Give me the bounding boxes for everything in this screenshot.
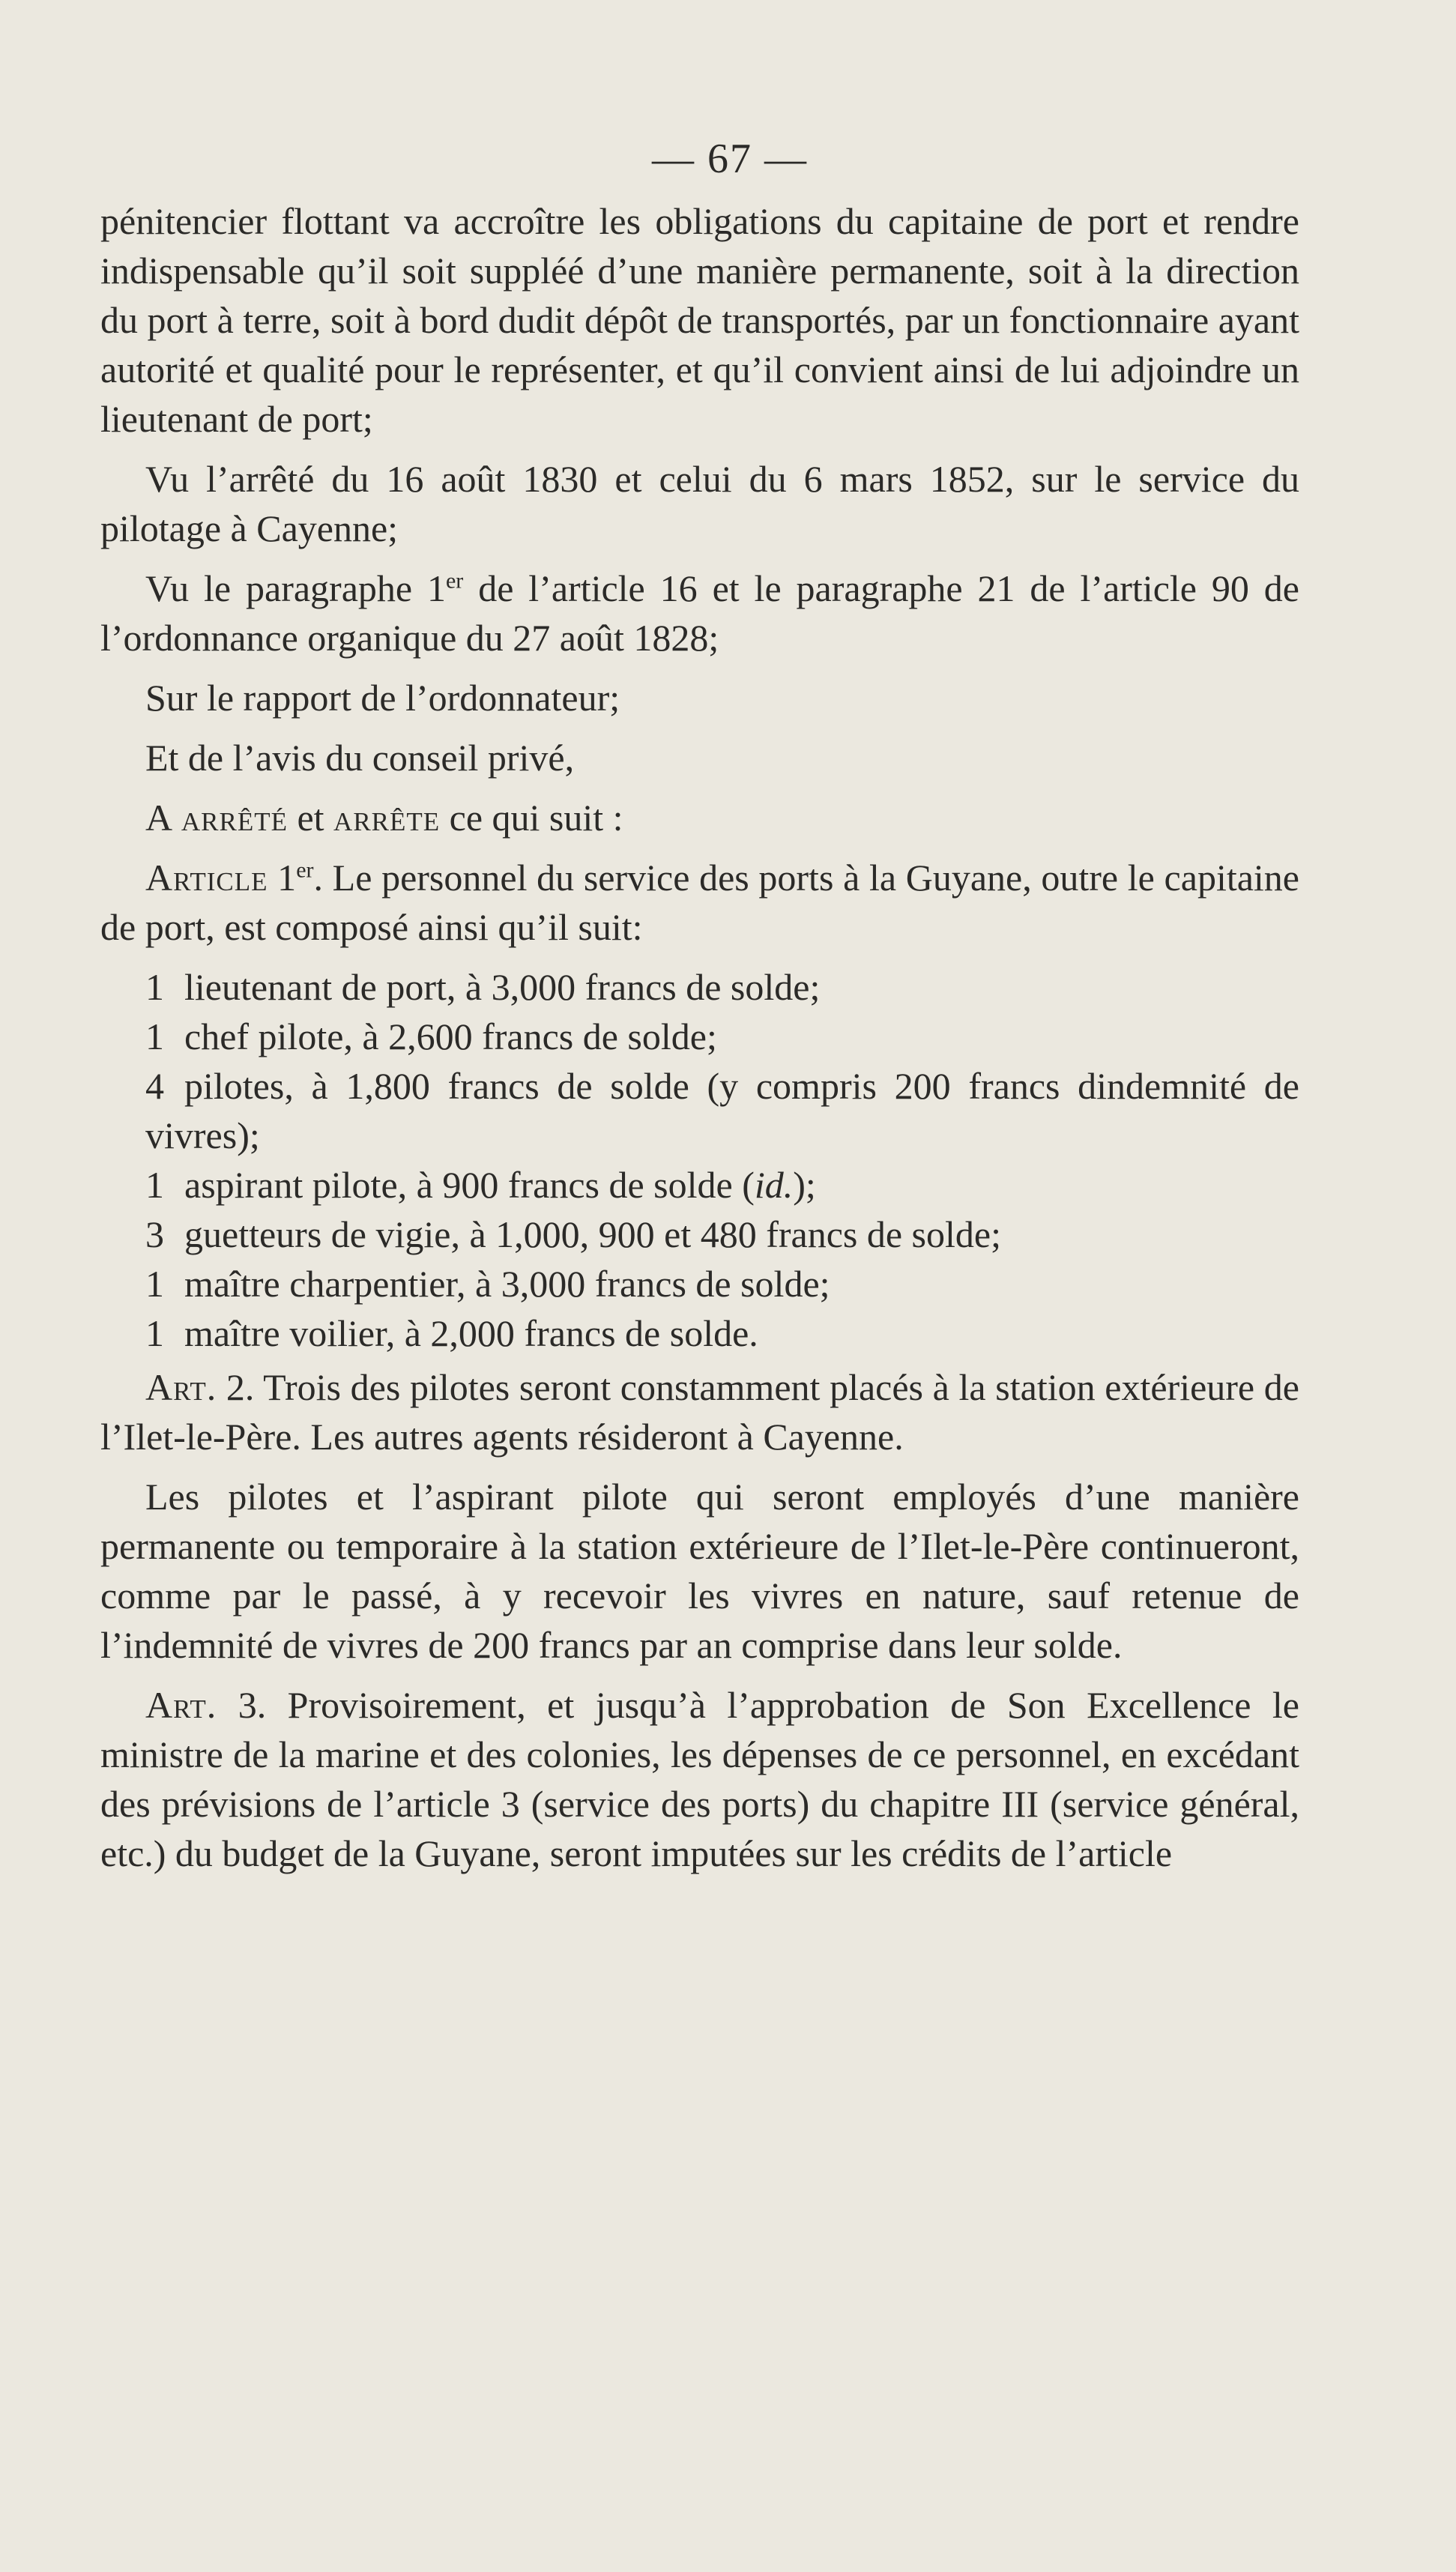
article-1-number: 1 [268,857,297,899]
paragraph-ordonnance [100,564,1299,662]
list-item-qty: 3 [145,1213,164,1255]
list-item-text: chef pilote, à 2,600 francs de solde; [184,1015,717,1057]
list-item [100,1160,1299,1210]
article-1-text: . Le personnel du service des ports à la Guyane, outre le capitaine de port, est composé ainsi qu’il suit: [100,857,1299,948]
ordonnance-text-b: de l’article 16 et le paragraphe 21 de l’article 90 de l’ordonnance organique du 27 août 1828; [100,567,1299,659]
article-3-text: 3. Provisoirement, et jusqu’à l’approbation de Son Excellence le ministre de la marine et des colonies, les dépenses de ce personnel, en excédant des prévisions de l’article 3 (service des ports) du chapitre III (service général, etc.) du budget de la Guyane, seront imputées sur les crédits de l’article [100,1684,1299,1874]
list-item-text: maître charpentier, à 3,000 francs de solde; [184,1263,830,1305]
article-1 [100,853,1299,952]
list-item [100,1308,1299,1358]
page-number: — 67 — [652,136,808,182]
paragraph-penitencier: pénitencier flottant va accroître les obligations du capitaine de port et rendre indispensable qu’il soit suppléé d’une manière permanente, soit à la direction du port à terre, soit à bord dudit dépôt de transportés, par un fonctionnaire ayant autorité et qualité pour le représenter, et qu’il convient ainsi de lui adjoindre un lieutenant de port; [100,200,1299,440]
arrete-small-caps-1: A arrêté [145,797,288,839]
list-item [100,962,1299,1012]
list-item-text: guetteurs de vigie, à 1,000, 900 et 480 francs de solde; [184,1213,1001,1255]
personnel-list [100,962,1299,1358]
article-2-text: 2. Trois des pilotes seront constamment placés à la station extérieure de l’Ilet-le-Père. Les autres agents résideront à Cayenne. [100,1366,1299,1458]
list-item-text: maître voilier, à 2,000 francs de solde. [184,1312,758,1354]
list-item-text-em: id. [754,1164,794,1206]
list-item-text-a: aspirant pilote, à 900 francs de solde ( [184,1164,755,1206]
article-3 [100,1680,1299,1878]
article-2-label: Art. [145,1366,217,1408]
arrete-small-caps-2: arrête [333,797,441,839]
article-3-label: Art. [145,1684,217,1726]
list-item-qty: 1 [145,1263,164,1305]
article-1-superscript: er [296,857,314,883]
list-item-text: pilotes, à 1,800 francs de solde (y compris 200 francs dindemnité de vivres); [145,1065,1299,1156]
ordonnance-text-a: Vu le paragraphe 1 [145,567,446,609]
list-item-qty: 1 [145,1015,164,1057]
arrete-end: ce qui suit : [440,797,623,839]
list-item [100,1210,1299,1259]
list-item [100,1012,1299,1061]
paragraph-arrete-1830: Vu l’arrêté du 16 août 1830 et celui du 6 mars 1852, sur le service du pilotage à Cayenne; [100,458,1299,549]
paragraph-rapport: Sur le rapport de l’ordonnateur; [145,677,620,719]
document-page [100,135,1299,1889]
list-item-qty: 1 [145,1312,164,1354]
ordonnance-superscript: er [445,568,464,594]
list-item-text: lieutenant de port, à 3,000 francs de solde; [184,966,821,1008]
paragraph-avis: Et de l’avis du conseil privé, [145,737,575,779]
paragraph-pilotes: Les pilotes et l’aspirant pilote qui seront employés d’une manière permanente ou temporaire à la station extérieure de l’Ilet-le-Père continueront, comme par le passé, à y recevoir les vivres en nature, sauf retenue de l’indemnité de vivres de 200 francs par an comprise dans leur solde. [100,1476,1299,1666]
list-item-qty: 1 [145,1164,164,1206]
list-item-qty: 1 [145,966,164,1008]
arrete-mid: et [287,797,334,839]
list-item-text-b: ); [793,1164,816,1206]
paragraph-arrete-heading [100,793,1299,842]
list-item-qty: 4 [145,1065,164,1107]
article-1-label: Article [145,857,268,899]
article-2 [100,1362,1299,1461]
list-item [100,1259,1299,1308]
list-item [100,1061,1299,1160]
